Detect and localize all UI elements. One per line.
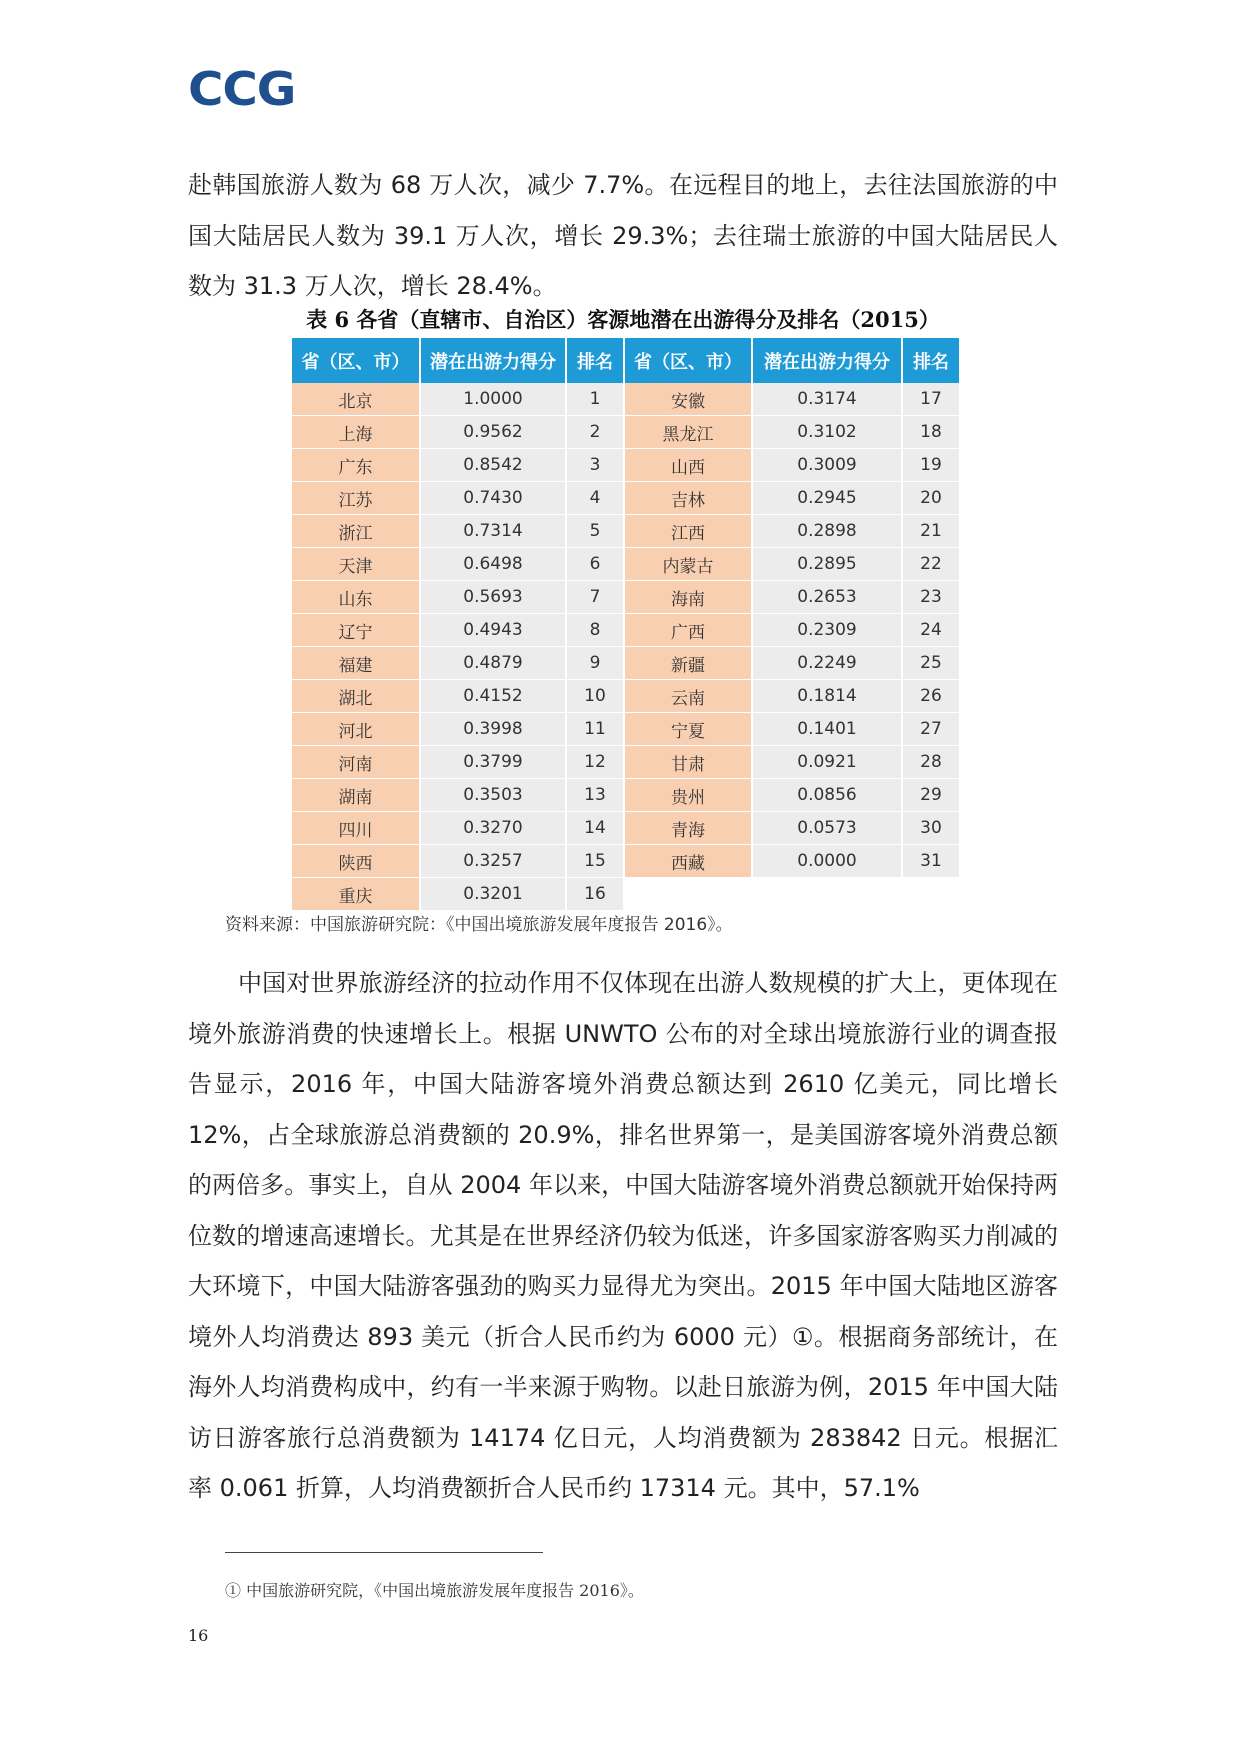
score-cell: 0.3102 <box>752 416 902 449</box>
score-cell: 0.2309 <box>752 614 902 647</box>
table-row <box>292 581 960 614</box>
rank-cell: 21 <box>902 515 960 548</box>
table-row <box>292 383 960 416</box>
province-cell: 广西 <box>624 614 752 647</box>
rank-cell: 29 <box>902 779 960 812</box>
rank-cell: 11 <box>566 713 624 746</box>
rank-cell: 19 <box>902 449 960 482</box>
ccg-logo: CCG <box>188 62 296 116</box>
rank-cell: 16 <box>566 878 624 911</box>
rank-cell: 2 <box>566 416 624 449</box>
province-cell: 江西 <box>624 515 752 548</box>
score-cell: 0.2898 <box>752 515 902 548</box>
rank-cell: 30 <box>902 812 960 845</box>
score-cell: 0.3503 <box>420 779 566 812</box>
province-cell: 宁夏 <box>624 713 752 746</box>
score-cell: 0.2945 <box>752 482 902 515</box>
province-cell: 安徽 <box>624 383 752 416</box>
rank-cell: 22 <box>902 548 960 581</box>
table-row <box>292 614 960 647</box>
rank-cell: 20 <box>902 482 960 515</box>
province-cell: 湖北 <box>292 680 420 713</box>
province-cell: 新疆 <box>624 647 752 680</box>
province-cell: 云南 <box>624 680 752 713</box>
table-source: 资料来源：中国旅游研究院：《中国出境旅游发展年度报告 2016》。 <box>225 915 733 935</box>
score-cell: 0.0573 <box>752 812 902 845</box>
province-score-table <box>292 338 961 911</box>
rank-cell: 28 <box>902 746 960 779</box>
table-row <box>292 878 960 911</box>
table-row <box>292 647 960 680</box>
score-cell: 0.3201 <box>420 878 566 911</box>
rank-cell: 25 <box>902 647 960 680</box>
score-cell: 0.8542 <box>420 449 566 482</box>
score-cell: 0.0856 <box>752 779 902 812</box>
rank-cell: 9 <box>566 647 624 680</box>
footnote: ① 中国旅游研究院，《中国出境旅游发展年度报告 2016》。 <box>225 1581 644 1600</box>
score-cell: 0.4152 <box>420 680 566 713</box>
score-cell: 0.2249 <box>752 647 902 680</box>
rank-cell: 10 <box>566 680 624 713</box>
score-cell: 0.6498 <box>420 548 566 581</box>
province-cell <box>624 878 752 911</box>
table-row <box>292 713 960 746</box>
province-cell: 吉林 <box>624 482 752 515</box>
rank-cell: 12 <box>566 746 624 779</box>
province-cell: 辽宁 <box>292 614 420 647</box>
province-cell: 四川 <box>292 812 420 845</box>
table-row <box>292 482 960 515</box>
score-cell: 0.1814 <box>752 680 902 713</box>
table-row <box>292 845 960 878</box>
table-row <box>292 449 960 482</box>
rank-cell: 7 <box>566 581 624 614</box>
province-cell: 湖南 <box>292 779 420 812</box>
header-province: 省（区、市） <box>624 338 752 383</box>
paragraph-consumption: 中国对世界旅游经济的拉动作用不仅体现在出游人数规模的扩大上，更体现在境外旅游消费的快速增长上。根据 UNWTO 公布的对全球出境旅游行业的调查报告显示，2016 年，中国大陆游客境外消费总额达到 2610 亿美元，同比增长 12%，占全球旅游总消费额的 20.9%，排名世界第一，是美国游客境外消费总额的两倍多。事实上，自从 2004 年以来，中国大陆游客境外消费总额就开始保持两位数的增速高速增长。尤其是在世界经济仍较为低迷，许多国家游客购买力削减的大环境下，中国大陆游客强劲的购买力显得尤为突出。2015 年中国大陆地区游客境外人均消费达 893 美元（折合人民币约为 6000 元）①。根据商务部统计，在海外人均消费构成中，约有一半来源于购物。以赴日旅游为例，2015 年中国大陆访日游客旅行总消费额为 14174 亿日元，人均消费额为 283842 日元。根据汇率 0.061 折算，人均消费额折合人民币约 17314 元。其中，57.1% <box>188 969 1058 1502</box>
province-cell: 福建 <box>292 647 420 680</box>
province-cell: 海南 <box>624 581 752 614</box>
score-cell: 1.0000 <box>420 383 566 416</box>
header-rank: 排名 <box>902 338 960 383</box>
province-cell: 北京 <box>292 383 420 416</box>
rank-cell: 13 <box>566 779 624 812</box>
score-cell: 0.1401 <box>752 713 902 746</box>
province-cell: 青海 <box>624 812 752 845</box>
table-row <box>292 416 960 449</box>
score-cell: 0.9562 <box>420 416 566 449</box>
score-cell: 0.0000 <box>752 845 902 878</box>
province-cell: 贵州 <box>624 779 752 812</box>
score-cell: 0.2895 <box>752 548 902 581</box>
rank-cell: 14 <box>566 812 624 845</box>
rank-cell: 1 <box>566 383 624 416</box>
score-cell: 0.3799 <box>420 746 566 779</box>
rank-cell: 15 <box>566 845 624 878</box>
province-cell: 江苏 <box>292 482 420 515</box>
rank-cell: 6 <box>566 548 624 581</box>
rank-cell: 3 <box>566 449 624 482</box>
province-cell: 河北 <box>292 713 420 746</box>
province-cell: 甘肃 <box>624 746 752 779</box>
table-row <box>292 515 960 548</box>
province-cell: 上海 <box>292 416 420 449</box>
province-cell: 陕西 <box>292 845 420 878</box>
header-score: 潜在出游力得分 <box>420 338 566 383</box>
province-cell: 浙江 <box>292 515 420 548</box>
header-province: 省（区、市） <box>292 338 420 383</box>
score-cell: 0.0921 <box>752 746 902 779</box>
rank-cell: 8 <box>566 614 624 647</box>
rank-cell: 5 <box>566 515 624 548</box>
footnote-divider <box>225 1552 543 1553</box>
table-row <box>292 812 960 845</box>
table-header-row <box>292 338 960 383</box>
paragraph-intro: 赴韩国旅游人数为 68 万人次，减少 7.7%。在远程目的地上，去往法国旅游的中国大陆居民人数为 39.1 万人次，增长 29.3%；去往瑞士旅游的中国大陆居民人数为 31.3 万人次，增长 28.4%。 <box>188 171 1058 300</box>
score-cell: 0.2653 <box>752 581 902 614</box>
score-cell: 0.3270 <box>420 812 566 845</box>
rank-cell: 23 <box>902 581 960 614</box>
province-cell: 山东 <box>292 581 420 614</box>
score-cell: 0.3174 <box>752 383 902 416</box>
rank-cell: 17 <box>902 383 960 416</box>
score-cell: 0.3257 <box>420 845 566 878</box>
province-cell: 内蒙古 <box>624 548 752 581</box>
rank-cell: 31 <box>902 845 960 878</box>
score-cell: 0.7430 <box>420 482 566 515</box>
rank-cell <box>902 878 960 911</box>
province-cell: 黑龙江 <box>624 416 752 449</box>
score-cell: 0.4879 <box>420 647 566 680</box>
rank-cell: 27 <box>902 713 960 746</box>
province-cell: 山西 <box>624 449 752 482</box>
header-score: 潜在出游力得分 <box>752 338 902 383</box>
rank-cell: 24 <box>902 614 960 647</box>
province-cell: 西藏 <box>624 845 752 878</box>
score-cell: 0.4943 <box>420 614 566 647</box>
header-rank: 排名 <box>566 338 624 383</box>
page-number: 16 <box>188 1626 209 1645</box>
table-row <box>292 779 960 812</box>
province-cell: 天津 <box>292 548 420 581</box>
rank-cell: 4 <box>566 482 624 515</box>
province-cell: 广东 <box>292 449 420 482</box>
rank-cell: 26 <box>902 680 960 713</box>
province-cell: 重庆 <box>292 878 420 911</box>
score-cell <box>752 878 902 911</box>
score-cell: 0.7314 <box>420 515 566 548</box>
rank-cell: 18 <box>902 416 960 449</box>
table-row <box>292 746 960 779</box>
table-row <box>292 680 960 713</box>
province-cell: 河南 <box>292 746 420 779</box>
table-row <box>292 548 960 581</box>
score-cell: 0.3998 <box>420 713 566 746</box>
score-cell: 0.5693 <box>420 581 566 614</box>
score-cell: 0.3009 <box>752 449 902 482</box>
table-caption: 表 6 各省（直辖市、自治区）客源地潜在出游得分及排名（2015） <box>306 307 940 332</box>
